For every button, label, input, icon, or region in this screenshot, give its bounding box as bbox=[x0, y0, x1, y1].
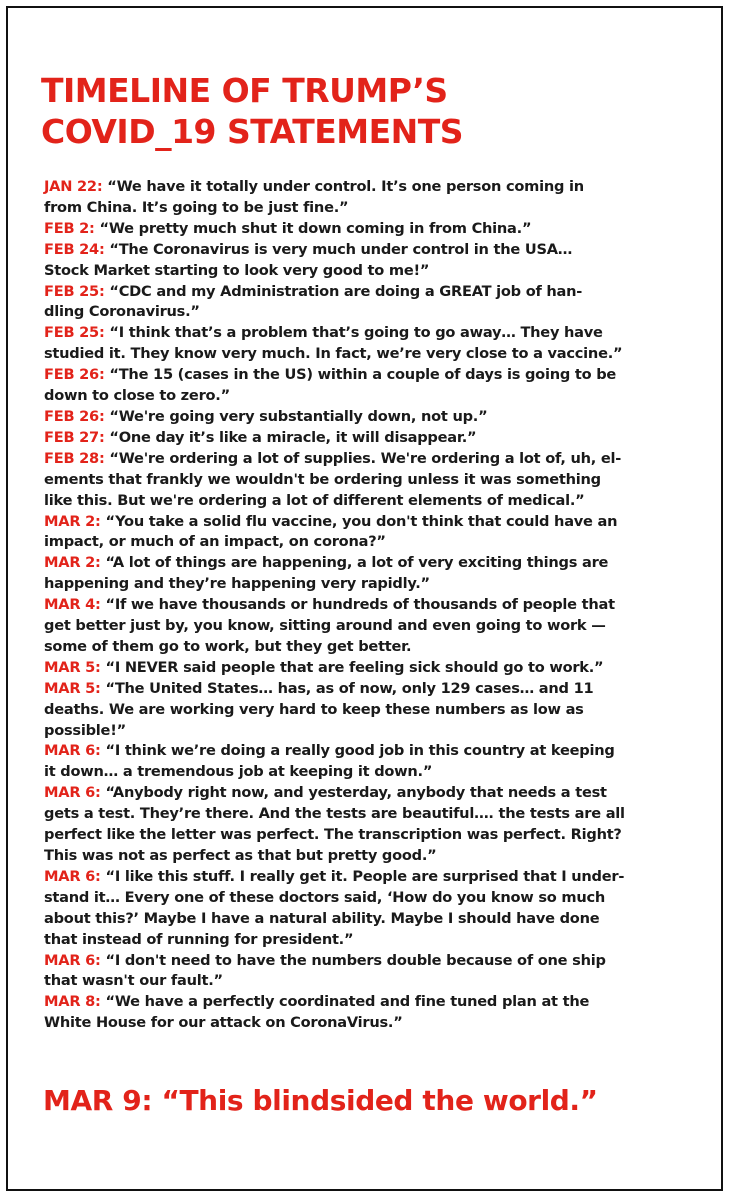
statement-line bbox=[44, 658, 699, 679]
statement-entry bbox=[44, 240, 699, 282]
statement-text: “We have it totally under control. It’s one person coming in bbox=[102, 178, 584, 195]
statement-text: “We're going very substantially down, not up.” bbox=[104, 407, 488, 425]
statement-date: FEB 24: bbox=[44, 240, 105, 258]
statement-date: FEB 26: bbox=[44, 366, 105, 384]
statement-entry bbox=[44, 323, 699, 365]
statement-date: MAR 5: bbox=[44, 679, 101, 697]
statement-text: “The 15 (cases in the US) within a couple of days is going to be bbox=[104, 366, 617, 384]
statement-entry bbox=[44, 595, 699, 658]
statement-line bbox=[44, 637, 699, 658]
statement-text: This was not as perfect as that but pretty good.” bbox=[44, 847, 437, 864]
statement-date: FEB 25: bbox=[44, 282, 105, 300]
statement-text: happening and they’re happening very rapidly.” bbox=[44, 575, 430, 593]
statement-text: studied it. They know very much. In fact, we’re very close to a vaccine.” bbox=[44, 345, 623, 363]
statement-entry bbox=[44, 449, 699, 512]
statement-line bbox=[44, 407, 699, 428]
statement-text: “I NEVER said people that are feeling sick should go to work.” bbox=[100, 658, 604, 676]
statement-line bbox=[44, 240, 699, 261]
statement-text: it down… a tremendous job at keeping it down.” bbox=[44, 763, 433, 781]
statement-text: “A lot of things are happening, a lot of very exciting things are bbox=[100, 554, 609, 572]
statement-line bbox=[44, 470, 699, 491]
statement-line bbox=[44, 888, 699, 909]
statement-date: MAR 8: bbox=[44, 993, 101, 1011]
statement-line bbox=[44, 595, 699, 616]
statement-text: that instead of running for president.” bbox=[44, 930, 354, 948]
statement-text: get better just by, you know, sitting around and even going to work — bbox=[44, 617, 606, 635]
statement-text: ements that frankly we wouldn't be ordering unless it was something bbox=[44, 470, 601, 488]
statement-date: MAR 2: bbox=[44, 554, 101, 572]
statement-entry bbox=[44, 512, 699, 554]
statement-text: “I don't need to have the numbers double because of one ship bbox=[100, 951, 606, 969]
final-statement: MAR 9: “This blindsided the world.” bbox=[43, 1084, 598, 1117]
statement-text: gets a test. They’re there. And the tests are beautiful…. the tests are all bbox=[44, 805, 625, 823]
statement-text: “We're ordering a lot of supplies. We're ordering a lot of, uh, el- bbox=[104, 449, 622, 467]
statement-entry bbox=[44, 867, 699, 951]
statement-text: impact, or much of an impact, on corona?” bbox=[44, 533, 386, 551]
statement-line bbox=[44, 323, 699, 344]
statement-entry bbox=[44, 365, 699, 407]
statement-text: stand it… Every one of these doctors said, ‘How do you know so much bbox=[44, 888, 605, 906]
statement-entry bbox=[44, 783, 699, 867]
statement-line bbox=[44, 804, 699, 825]
statement-line bbox=[44, 532, 699, 553]
statement-date: MAR 2: bbox=[44, 512, 101, 530]
statement-text: some of them go to work, but they get better. bbox=[44, 637, 412, 655]
statement-line bbox=[44, 512, 699, 533]
statement-entry bbox=[44, 219, 699, 240]
statement-text: “We pretty much shut it down coming in from China.” bbox=[94, 219, 532, 237]
statement-line bbox=[44, 365, 699, 386]
statement-date: JAN 22: bbox=[44, 178, 103, 195]
statement-line bbox=[44, 1013, 699, 1034]
statement-text: dling Coronavirus.” bbox=[44, 303, 200, 321]
statement-text: from China. It’s going to be just fine.” bbox=[44, 198, 349, 216]
statement-entry bbox=[44, 992, 699, 1034]
statement-line bbox=[44, 721, 699, 742]
statement-text: “The United States… has, as of now, only 129 cases… and 11 bbox=[100, 679, 594, 697]
statement-date: MAR 6: bbox=[44, 742, 101, 760]
statement-date: FEB 2: bbox=[44, 219, 95, 237]
statement-line bbox=[44, 930, 699, 951]
statement-entry bbox=[44, 553, 699, 595]
statement-line bbox=[44, 741, 699, 762]
statement-line bbox=[44, 783, 699, 804]
statement-line bbox=[44, 825, 699, 846]
statement-date: FEB 25: bbox=[44, 324, 105, 342]
statement-text: “We have a perfectly coordinated and fine tuned plan at the bbox=[100, 993, 590, 1011]
statement-line bbox=[44, 951, 699, 972]
statement-entry bbox=[44, 951, 699, 993]
title-line: TIMELINE OF TRUMP’S bbox=[41, 71, 448, 110]
statement-text: “Anybody right now, and yesterday, anybody that needs a test bbox=[100, 784, 607, 802]
statement-date: MAR 6: bbox=[44, 784, 101, 802]
statement-list bbox=[44, 177, 699, 1034]
statement-line bbox=[44, 344, 699, 365]
statement-line bbox=[44, 428, 699, 449]
statement-text: White House for our attack on CoronaVirus.” bbox=[44, 1014, 403, 1032]
statement-text: deaths. We are working very hard to keep these numbers as low as bbox=[44, 700, 584, 718]
statement-line bbox=[44, 616, 699, 637]
statement-text: “The Coronavirus is very much under control in the USA… bbox=[104, 240, 573, 258]
statement-line bbox=[44, 177, 699, 198]
statement-text: “CDC and my Administration are doing a GREAT job of han- bbox=[104, 282, 583, 300]
statement-line bbox=[44, 971, 699, 992]
statement-line bbox=[44, 491, 699, 512]
statement-date: MAR 6: bbox=[44, 951, 101, 969]
statement-entry bbox=[44, 177, 699, 219]
statement-date: FEB 26: bbox=[44, 407, 105, 425]
statement-entry bbox=[44, 658, 699, 679]
statement-text: that wasn't our fault.” bbox=[44, 972, 223, 990]
statement-entry bbox=[44, 407, 699, 428]
statement-line bbox=[44, 700, 699, 721]
statement-line bbox=[44, 302, 699, 323]
statement-text: “You take a solid flu vaccine, you don't think that could have an bbox=[100, 512, 618, 530]
statement-text: perfect like the letter was perfect. The transcription was perfect. Right? bbox=[44, 826, 622, 844]
statement-line bbox=[44, 282, 699, 303]
statement-line bbox=[44, 762, 699, 783]
statement-text: “I think we’re doing a really good job in this country at keeping bbox=[100, 742, 615, 760]
statement-date: FEB 27: bbox=[44, 428, 105, 446]
statement-line bbox=[44, 198, 699, 219]
statement-line bbox=[44, 449, 699, 470]
statement-text: “I like this stuff. I really get it. People are surprised that I under- bbox=[100, 867, 625, 885]
statement-entry bbox=[44, 428, 699, 449]
statement-date: MAR 5: bbox=[44, 658, 101, 676]
statement-line bbox=[44, 909, 699, 930]
statement-line bbox=[44, 679, 699, 700]
statement-text: “One day it’s like a miracle, it will disappear.” bbox=[104, 428, 477, 446]
statement-entry bbox=[44, 741, 699, 783]
statement-date: FEB 28: bbox=[44, 449, 105, 467]
statement-line bbox=[44, 574, 699, 595]
statement-line bbox=[44, 846, 699, 867]
statement-date: MAR 4: bbox=[44, 596, 101, 614]
statement-text: like this. But we're ordering a lot of different elements of medical.” bbox=[44, 491, 585, 509]
statement-text: possible!” bbox=[44, 721, 126, 739]
statement-text: “I think that’s a problem that’s going to go away… They have bbox=[104, 324, 603, 342]
statement-line bbox=[44, 553, 699, 574]
statement-text: “If we have thousands or hundreds of thousands of people that bbox=[100, 596, 615, 614]
statement-text: down to close to zero.” bbox=[44, 387, 230, 405]
statement-text: about this?’ Maybe I have a natural ability. Maybe I should have done bbox=[44, 909, 600, 927]
statement-line bbox=[44, 992, 699, 1013]
statement-line bbox=[44, 261, 699, 282]
statement-line bbox=[44, 219, 699, 240]
statement-line bbox=[44, 867, 699, 888]
statement-entry bbox=[44, 679, 699, 742]
statement-date: MAR 6: bbox=[44, 867, 101, 885]
statement-line bbox=[44, 386, 699, 407]
statement-text: Stock Market starting to look very good to me!” bbox=[44, 261, 430, 279]
statement-entry bbox=[44, 282, 699, 324]
document-title bbox=[41, 70, 701, 152]
title-line: COVID_19 STATEMENTS bbox=[41, 112, 464, 151]
